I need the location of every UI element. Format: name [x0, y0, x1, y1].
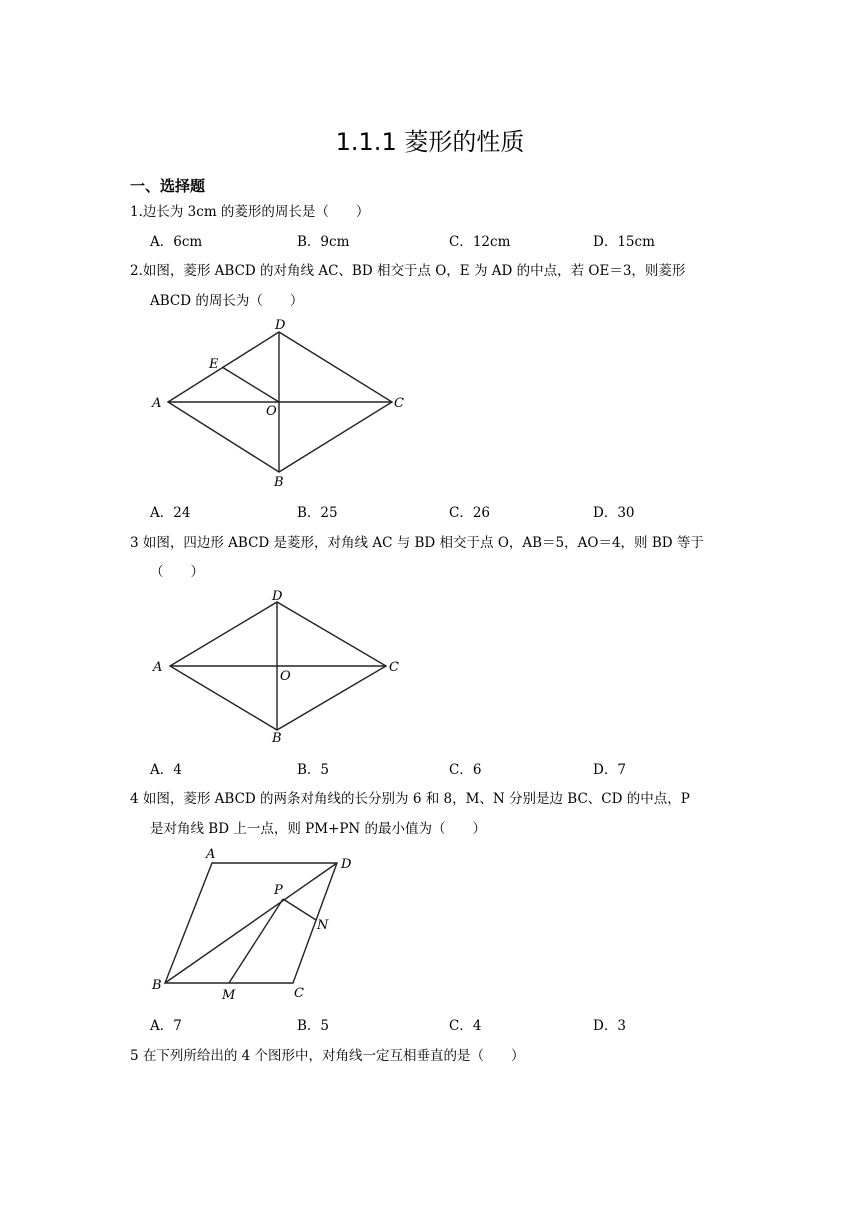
label-c: C [294, 986, 304, 1001]
label-e: E [209, 357, 219, 372]
question-5-stem: 5 在下列所给出的 4 个图形中，对角线一定互相垂直的是（ ） [130, 1048, 525, 1064]
question-2-option-c: C．26 [449, 505, 491, 521]
question-2-option-a: A．24 [150, 505, 191, 521]
question-3-figure [140, 585, 420, 755]
question-4-option-d: D．3 [593, 1018, 626, 1034]
label-d: D [275, 318, 286, 333]
label-m: M [222, 988, 236, 1003]
question-2-figure [140, 310, 430, 495]
label-a: A [153, 660, 163, 675]
question-3-stem-continued: （ ） [150, 564, 204, 580]
label-a: A [206, 847, 216, 862]
question-1-option-a: A．6cm [150, 234, 203, 250]
question-3-option-a: A．4 [150, 762, 182, 778]
question-2-option-b: B．25 [297, 505, 338, 521]
question-4-stem-continued: 是对角线 BD 上一点，则 PM+PN 的最小值为（ ） [150, 821, 487, 837]
question-1-option-d: D．15cm [593, 234, 655, 250]
question-3-option-b: B．5 [297, 762, 330, 778]
question-4-stem: 4 如图，菱形 ABCD 的两条对角线的长分别为 6 和 8，M、N 分别是边 BC、CD 的中点，P [130, 791, 690, 807]
diagonal-bd [165, 863, 337, 983]
question-4-option-a: A．7 [150, 1018, 182, 1034]
question-2-stem: 2.如图，菱形 ABCD 的对角线 AC、BD 相交于点 O，E 为 AD 的中点，若 OE＝3，则菱形 [130, 263, 686, 279]
section-heading: 一、选择题 [130, 177, 206, 195]
label-a: A [152, 396, 162, 411]
question-1-option-c: C．12cm [449, 234, 511, 250]
question-1-option-b: B．9cm [297, 234, 350, 250]
question-3-option-d: D．7 [593, 762, 626, 778]
label-n: N [317, 918, 329, 933]
question-2-option-d: D．30 [593, 505, 635, 521]
segment-pm [229, 899, 283, 983]
label-c: C [389, 660, 399, 675]
question-3-option-c: C．6 [449, 762, 482, 778]
question-4-figure [140, 840, 380, 1010]
label-d: D [272, 589, 283, 604]
label-b: B [152, 978, 162, 993]
segment-oe [222, 367, 279, 402]
label-d: D [341, 857, 352, 872]
question-4-option-c: C．4 [449, 1018, 482, 1034]
label-o: O [280, 669, 291, 684]
page-title: 1.1.1 菱形的性质 [335, 128, 525, 156]
question-3-stem: 3 如图，四边形 ABCD 是菱形，对角线 AC 与 BD 相交于点 O，AB＝5，AO＝4，则 BD 等于 [130, 535, 704, 551]
question-1-stem: 1.边长为 3cm 的菱形的周长是（ ） [130, 204, 370, 220]
label-p: P [274, 883, 283, 898]
segment-pn [283, 899, 316, 920]
question-4-option-b: B．5 [297, 1018, 330, 1034]
label-b: B [274, 475, 284, 490]
question-2-stem-continued: ABCD 的周长为（ ） [150, 293, 304, 309]
label-b: B [272, 731, 282, 746]
label-o: O [266, 404, 277, 419]
label-c: C [394, 396, 404, 411]
